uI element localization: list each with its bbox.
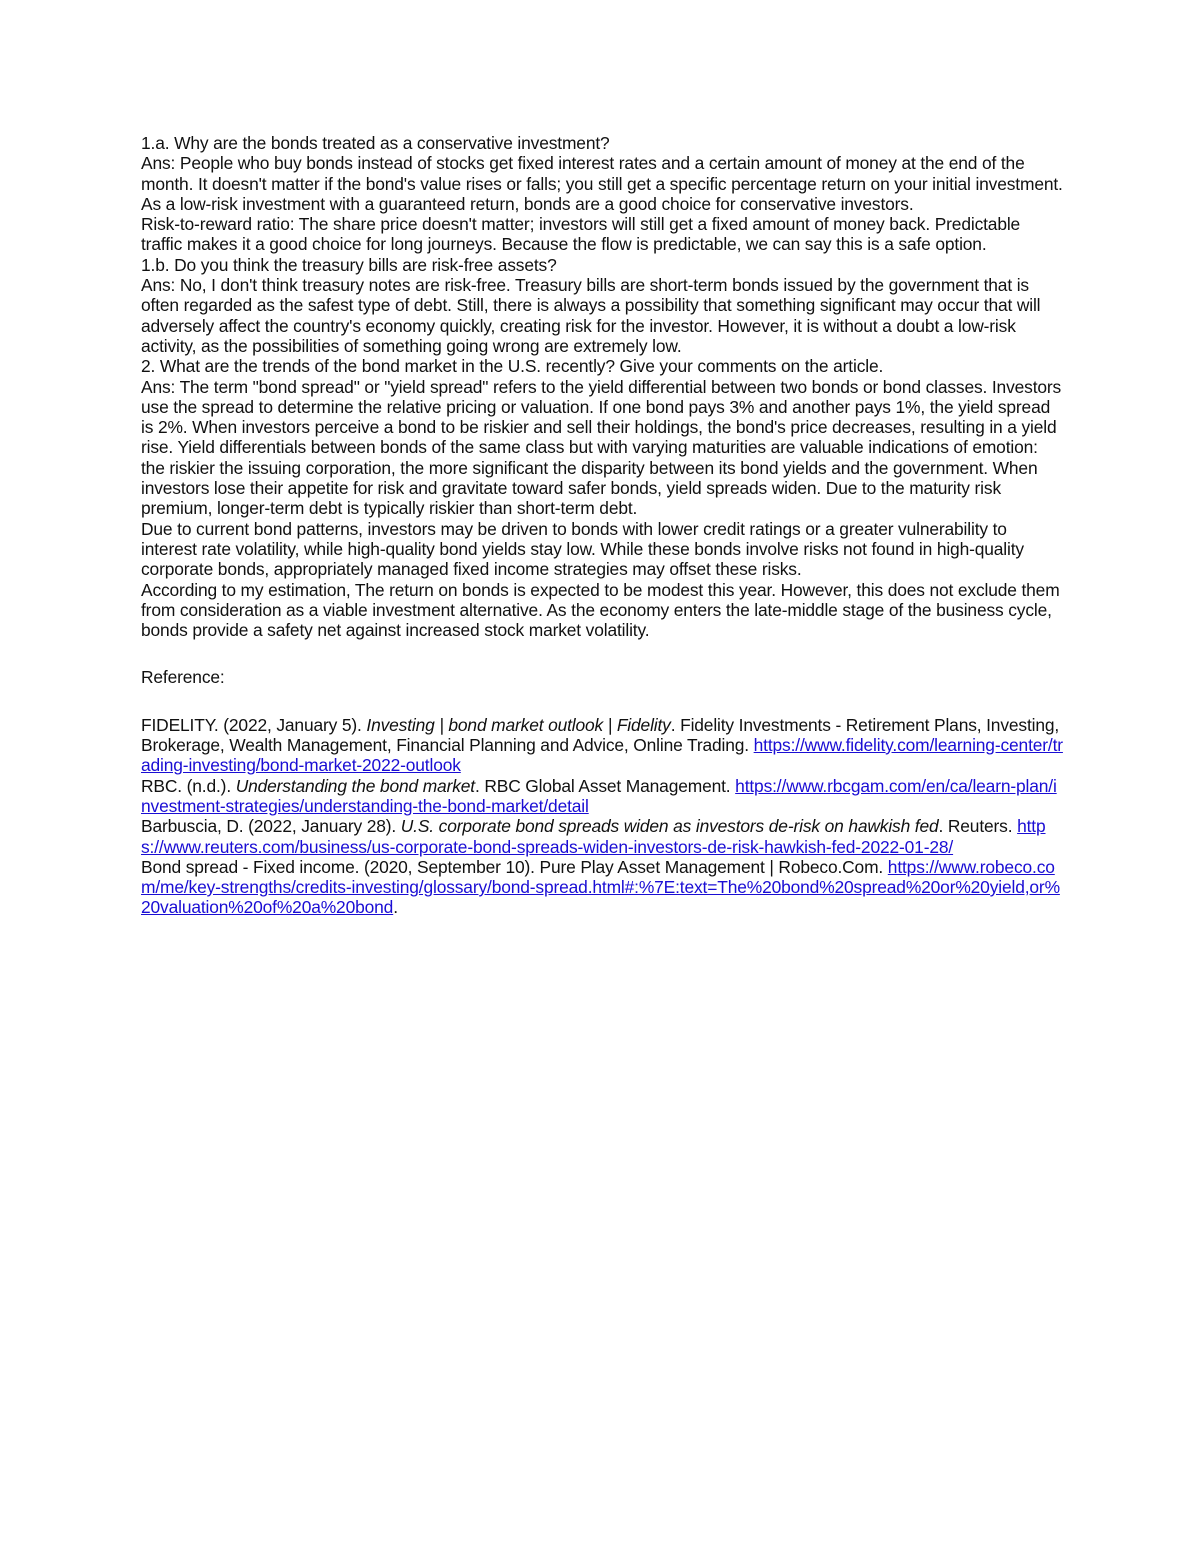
question-1b: 1.b. Do you think the treasury bills are risk-free assets? [141, 254, 557, 275]
reference-reuters-prefix: Barbuscia, D. (2022, January 28). [141, 816, 401, 837]
reference-fidelity-prefix: FIDELITY. (2022, January 5). [141, 714, 367, 735]
reference-fidelity [141, 715, 1063, 776]
reference-rbc [141, 776, 1063, 817]
reference-fidelity-title: Investing | bond market outlook | Fidelity [366, 714, 671, 735]
spacer [141, 640, 1063, 667]
reference-reuters-suffix: . Reuters. [938, 816, 1018, 837]
answer-2-paragraph-2: Due to current bond patterns, investors may be driven to bonds with lower credit ratings or a greater vulnerability to interest rate volatility, while high-quality bond yields stay low. While these bonds involve risks not found in high-quality corporate bonds, appropriately managed fixed income strategies may offset these risks. [141, 518, 1024, 580]
reference-robeco [141, 857, 1063, 918]
reference-robeco-link[interactable]: https://www.robeco.com/me/key-strengths/credits-investing/glossary/bond-spread.html#:%7E:text=The%20bond%20spread%20or%20yield,or%20valuation%20of%20a%20bond [141, 856, 1060, 918]
reference-rbc-suffix: . RBC Global Asset Management. [474, 775, 736, 796]
question-2: 2. What are the trends of the bond market in the U.S. recently? Give your comments on the article. [141, 356, 884, 377]
reference-fidelity-suffix: . Fidelity Investments - Retirement Plans, Investing, Brokerage, Wealth Management, Financial Planning and Advice, Online Trading. [141, 714, 1060, 756]
answer-1b: Ans: No, I don't think treasury notes are risk-free. Treasury bills are short-term bonds issued by the government that is often regarded as the safest type of debt. Still, there is always a possibility that something significant may occur that will adversely affect the country's economy quickly, creating risk for the investor. However, it is without a doubt a low-risk activity, as the possibilities of something going wrong are extremely low. [141, 275, 1041, 356]
reference-fidelity-link[interactable]: https://www.fidelity.com/learning-center/trading-investing/bond-market-2022-outlook [141, 735, 1063, 776]
reference-robeco-prefix: Bond spread - Fixed income. (2020, September 10). Pure Play Asset Management | Robeco.Com. [141, 856, 888, 877]
spacer [141, 688, 1063, 715]
reference-rbc-link[interactable]: https://www.rbcgam.com/en/ca/learn-plan/investment-strategies/understanding-the-bond-market/detail [141, 775, 1057, 816]
document-page [141, 133, 1063, 918]
reference-reuters [141, 816, 1063, 857]
question-1a: 1.a. Why are the bonds treated as a conservative investment? [141, 133, 610, 153]
answer-2: Ans: The term "bond spread" or "yield spread" refers to the yield differential between two bonds or bond classes. Investors use the spread to determine the relative pricing or valuation. If one bond pays 3% and another pays 1%, the yield spread is 2%. When investors perceive a bond to be riskier and sell their holdings, the bond's price decreases, resulting in a yield rise. Yield differentials between bonds of the same class but with varying maturities are valuable indications of emotion: the riskier the issuing corporation, the more significant the disparity between its bond yields and the government. When investors lose their appetite for risk and gravitate toward safer bonds, yield spreads widen. Due to the maturity risk premium, longer-term debt is typically riskier than short-term debt. [141, 376, 1062, 519]
reference-rbc-title: Understanding the bond market [235, 775, 475, 796]
reference-rbc-prefix: RBC. (n.d.). [141, 775, 236, 796]
reference-heading: Reference: [141, 667, 225, 688]
answer-2-paragraph-3: According to my estimation, The return on bonds is expected to be modest this year. However, this does not exclude them from consideration as a viable investment alternative. As the economy enters the late-middle stage of the business cycle, bonds provide a safety net against increased stock market volatility. [141, 579, 1060, 641]
reference-reuters-link[interactable]: https://www.reuters.com/business/us-corporate-bond-spreads-widen-investors-de-risk-hawkish-fed-2022-01-28/ [141, 816, 1046, 857]
reference-reuters-title: U.S. corporate bond spreads widen as investors de-risk on hawkish fed [400, 816, 939, 837]
reference-robeco-end: . [393, 897, 398, 918]
answer-1a-continued: Risk-to-reward ratio: The share price doesn't matter; investors will still get a fixed amount of money back. Predictable traffic makes it a good choice for long journeys. Because the flow is predictable, we can say this is a safe option. [141, 214, 1021, 255]
answer-1a: Ans: People who buy bonds instead of stocks get fixed interest rates and a certain amount of money at the end of the month. It doesn't matter if the bond's value rises or falls; you still get a specific percentage return on your initial investment. As a low-risk investment with a guaranteed return, bonds are a good choice for conservative investors. [141, 153, 1063, 214]
